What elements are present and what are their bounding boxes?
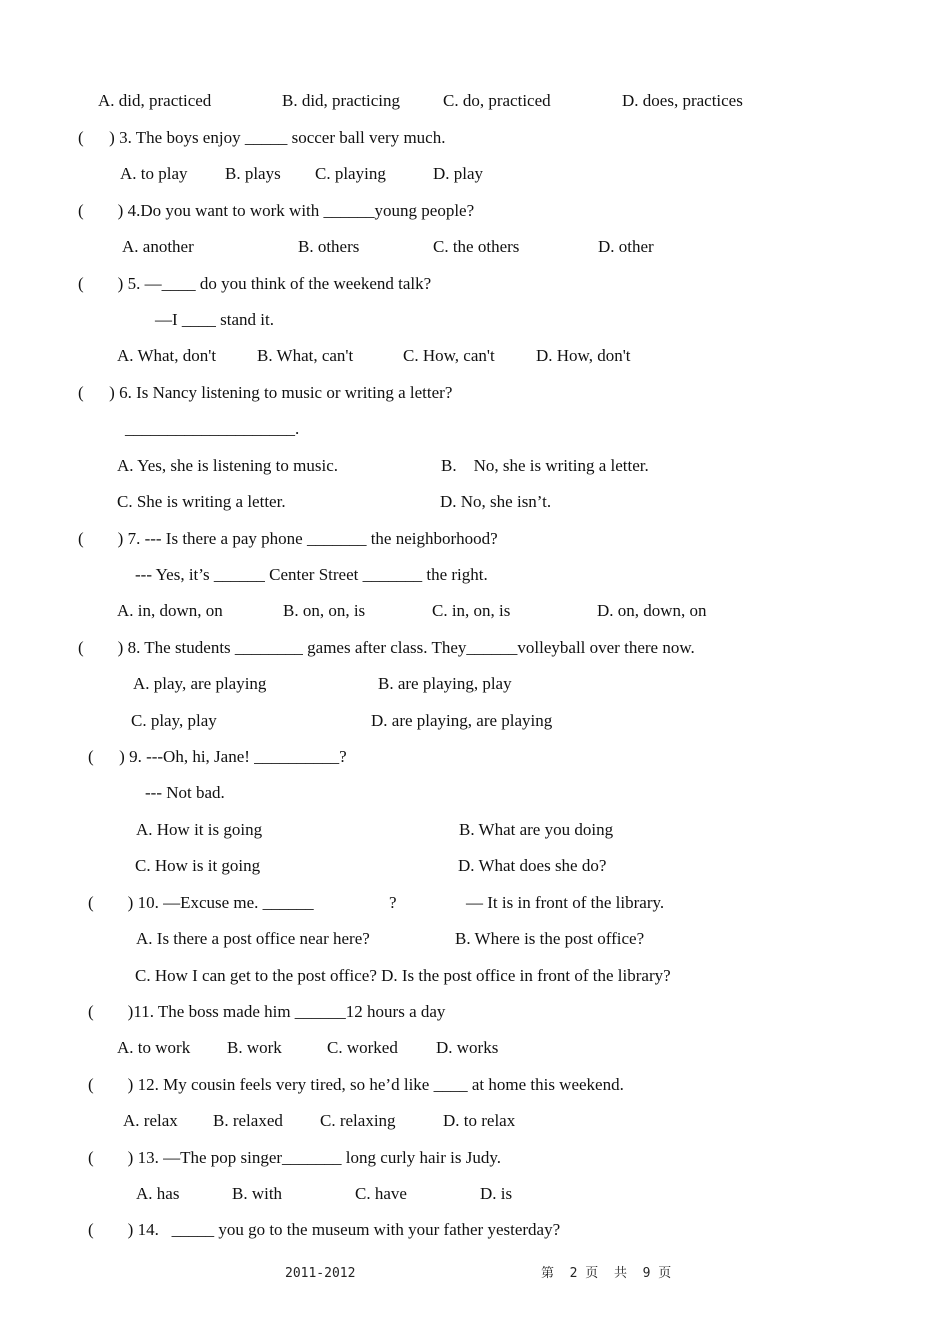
q14-stem: ( ) 14. _____ you go to the museum with your father yesterday? [88,1220,561,1239]
q3-stem: ( ) 3. The boys enjoy _____ soccer ball very much. [78,128,446,147]
q10-option-cd: C. How I can get to the post office? D. Is the post office in front of the library? [135,966,671,985]
q6-stem: ( ) 6. Is Nancy listening to music or writing a letter? [78,383,453,402]
q7-option-c: C. in, on, is [432,601,511,620]
q2-option-d: D. does, practices [622,91,743,110]
q8-stem: ( ) 8. The students ________ games after class. They______volleyball over there now. [78,638,695,657]
q8-option-d: D. are playing, are playing [371,711,553,730]
q11-option-a: A. to work [117,1038,191,1057]
q8-option-b: B. are playing, play [378,674,512,693]
q10-option-b: B. Where is the post office? [455,929,645,948]
q10-stem: ( ) 10. —Excuse me. ______ [88,893,314,912]
q6-option-d: D. No, she isn’t. [440,492,552,511]
q13-option-d: D. is [480,1184,513,1203]
q6-option-c: C. She is writing a letter. [117,492,286,511]
q8-option-c: C. play, play [131,711,217,730]
q3-option-b: B. plays [225,164,281,183]
q7-reply: --- Yes, it’s ______ Center Street _______ the right. [135,565,488,584]
q9-option-b: B. What are you doing [459,820,614,839]
q6-option-b: B. No, she is writing a letter. [441,456,649,475]
q13-option-c: C. have [355,1184,407,1203]
q2-option-c: C. do, practiced [443,91,551,110]
q5-stem: ( ) 5. —____ do you think of the weekend talk? [78,274,432,293]
q6-answer-blank: ____________________. [125,419,300,438]
q12-stem: ( ) 12. My cousin feels very tired, so he’d like ____ at home this weekend. [88,1075,624,1094]
q8-option-a: A. play, are playing [133,674,267,693]
q9-option-d: D. What does she do? [458,856,607,875]
q4-stem: ( ) 4.Do you want to work with ______young people? [78,201,475,220]
q3-option-d: D. play [433,164,484,183]
q11-stem: ( )11. The boss made him ______12 hours a day [88,1002,446,1021]
q13-option-b: B. with [232,1184,283,1203]
footer-title: 2011-2012 [285,1266,356,1281]
q7-option-b: B. on, on, is [283,601,366,620]
q11-option-d: D. works [436,1038,499,1057]
q11-option-b: B. work [227,1038,282,1057]
q3-option-a: A. to play [120,164,188,183]
q9-stem: ( ) 9. ---Oh, hi, Jane! __________? [88,747,347,766]
q2-option-a: A. did, practiced [98,91,212,110]
q5-option-d: D. How, don't [536,346,631,365]
q7-stem: ( ) 7. --- Is there a pay phone _______ the neighborhood? [78,529,498,548]
q5-reply: —I ____ stand it. [155,310,274,329]
q12-option-c: C. relaxing [320,1111,396,1130]
q7-option-a: A. in, down, on [117,601,223,620]
q12-option-d: D. to relax [443,1111,516,1130]
q2-option-b: B. did, practicing [282,91,401,110]
q9-option-c: C. How is it going [135,856,261,875]
q12-option-b: B. relaxed [213,1111,283,1130]
q4-option-c: C. the others [433,237,520,256]
q11-option-c: C. worked [327,1038,398,1057]
q5-option-b: B. What, can't [257,346,354,365]
q9-option-a: A. How it is going [136,820,263,839]
q7-option-d: D. on, down, on [597,601,707,620]
q10-question-mark: ? [389,893,397,912]
q5-option-c: C. How, can't [403,346,495,365]
q10-reply: — It is in front of the library. [466,893,665,912]
q4-option-a: A. another [122,237,194,256]
q4-option-d: D. other [598,237,654,256]
q12-option-a: A. relax [123,1111,178,1130]
q10-option-a: A. Is there a post office near here? [136,929,370,948]
q13-stem: ( ) 13. —The pop singer_______ long curly hair is Judy. [88,1148,501,1167]
q4-option-b: B. others [298,237,360,256]
q13-option-a: A. has [136,1184,180,1203]
q9-reply: --- Not bad. [145,783,225,802]
q5-option-a: A. What, don't [117,346,217,365]
q3-option-c: C. playing [315,164,386,183]
footer-page-number: 第 2 页 共 9 页 [541,1266,672,1281]
q6-option-a: A. Yes, she is listening to music. [117,456,339,475]
